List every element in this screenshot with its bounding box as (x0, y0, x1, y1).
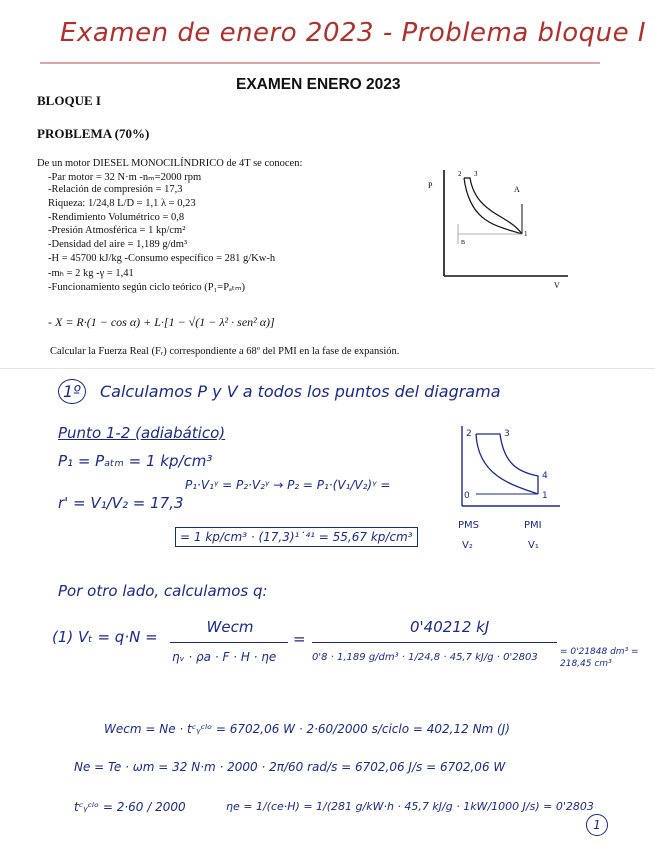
problema-heading: PROBLEMA (70%) (37, 126, 150, 141)
adiabatic-relation: P₁·V₁ᵞ = P₂·V₂ᵞ → P₂ = P₁·(V₁/V₂)ᵞ = (185, 478, 391, 492)
problem-line: -Funcionamiento según ciclo teórico (P₁=Pₐₜₘ) (48, 282, 246, 293)
step-number: 1º (58, 382, 86, 401)
axis-y-label: P (428, 181, 433, 190)
problem-line: -H = 45700 kJ/kg -Consumo específico = 281 g/Kw-h (48, 253, 276, 264)
title-underline (40, 62, 600, 64)
problem-line: -Densidad del aire = 1,189 g/dm³ (48, 239, 188, 250)
axis-x-label: V (554, 281, 560, 290)
pmi-label: PMI (524, 520, 542, 531)
page-number: 1 (586, 814, 608, 836)
other-side-note: Por otro lado, calculamos q: (58, 582, 268, 600)
sketch-point: 2 (466, 429, 472, 439)
vt-denominator-value: 0'8 · 1,189 g/dm³ · 1/24,8 · 45,7 kJ/g · 0'2803 (312, 652, 538, 663)
printed-pv-diagram (418, 164, 578, 290)
problem-line: -Relación de compresión = 17,3 (48, 184, 183, 195)
solution-heading: Calculamos P y V a todos los puntos del diagrama (100, 382, 501, 401)
wecm-line: Wecm = Ne · tᶜᵧᶜˡᵒ = 6702,06 W · 2·60/2000 s/ciclo = 402,12 Nm (J) (104, 722, 510, 736)
p2-result: = 1 kp/cm³ · (17,3)¹˙⁴¹ = 55,67 kp/cm³ (175, 530, 418, 544)
fraction-bar (312, 642, 557, 643)
vt-numerator-value: 0'40212 kJ (410, 618, 490, 636)
point-label: A (514, 185, 520, 194)
exam-title: EXAMEN ENERO 2023 (236, 76, 401, 93)
handwritten-pv-diagram (448, 424, 568, 564)
p1-value: P₁ = Pₐₜₘ = 1 kp/cm³ (58, 452, 213, 470)
fraction-bar (170, 642, 288, 643)
point-label: 3 (474, 170, 478, 178)
tciclo-line: tᶜᵧᶜˡᵒ = 2·60 / 2000 (74, 800, 186, 814)
v1-label: V₁ (528, 540, 539, 551)
vt-denominator: ηᵥ · ρa · F · H · ηe (172, 650, 277, 664)
vt-result: = 0'21848 dm³ = 218,45 cm³ (560, 647, 639, 669)
problem-line: -Rendimiento Volumétrico = 0,8 (48, 212, 185, 223)
displacement-formula: - X = R·(1 − cos α) + L·[1 − √(1 − λ² · sen² α)] (48, 315, 275, 329)
pms-label: PMS (458, 520, 480, 531)
point-label: 1 (524, 230, 528, 238)
sketch-point: 1 (542, 491, 548, 501)
problem-intro: De un motor DIESEL MONOCILÍNDRICO de 4T se conocen: (37, 158, 303, 169)
handwritten-title: Examen de enero 2023 - Problema bloque I (60, 18, 647, 48)
v2-label: V₂ (462, 540, 473, 551)
vt-lhs: (1) Vₜ = q·N = (52, 628, 158, 646)
eta-line: ηe = 1/(ce·H) = 1/(281 g/kW·h · 45,7 kJ/g · 1kW/1000 J/s) = 0'2803 (226, 800, 594, 813)
vt-numerator: Wecm (206, 618, 254, 636)
sketch-point: 3 (504, 429, 510, 439)
sketch-point: 4 (542, 471, 548, 481)
problem-line: -mₕ = 2 kg -γ = 1,41 (48, 268, 134, 279)
problem-line: -Par motor = 32 N·m -nₘ=2000 rpm (48, 172, 202, 183)
problem-statement: Calcular la Fuerza Real (Fᵣ) correspondiente a 68º del PMI en la fase de expansión. (50, 346, 400, 357)
page-divider (0, 368, 655, 369)
problem-line: -Presión Atmosférica = 1 kp/cm² (48, 225, 186, 236)
point-label: 2 (458, 170, 462, 178)
problem-line: Riqueza: 1/24,8 L/D = 1,1 λ = 0,23 (48, 198, 196, 209)
solution-subheading: Punto 1-2 (adiabático) (58, 424, 226, 442)
equals-sign: = (293, 630, 306, 648)
sketch-point: 0 (464, 491, 470, 501)
ne-line: Ne = Te · ωm = 32 N·m · 2000 · 2π/60 rad/s = 6702,06 J/s = 6702,06 W (74, 760, 506, 774)
bloque-heading: BLOQUE I (37, 93, 101, 108)
compression-ratio: r' = V₁/V₂ = 17,3 (58, 494, 184, 512)
point-label: B (461, 240, 466, 246)
